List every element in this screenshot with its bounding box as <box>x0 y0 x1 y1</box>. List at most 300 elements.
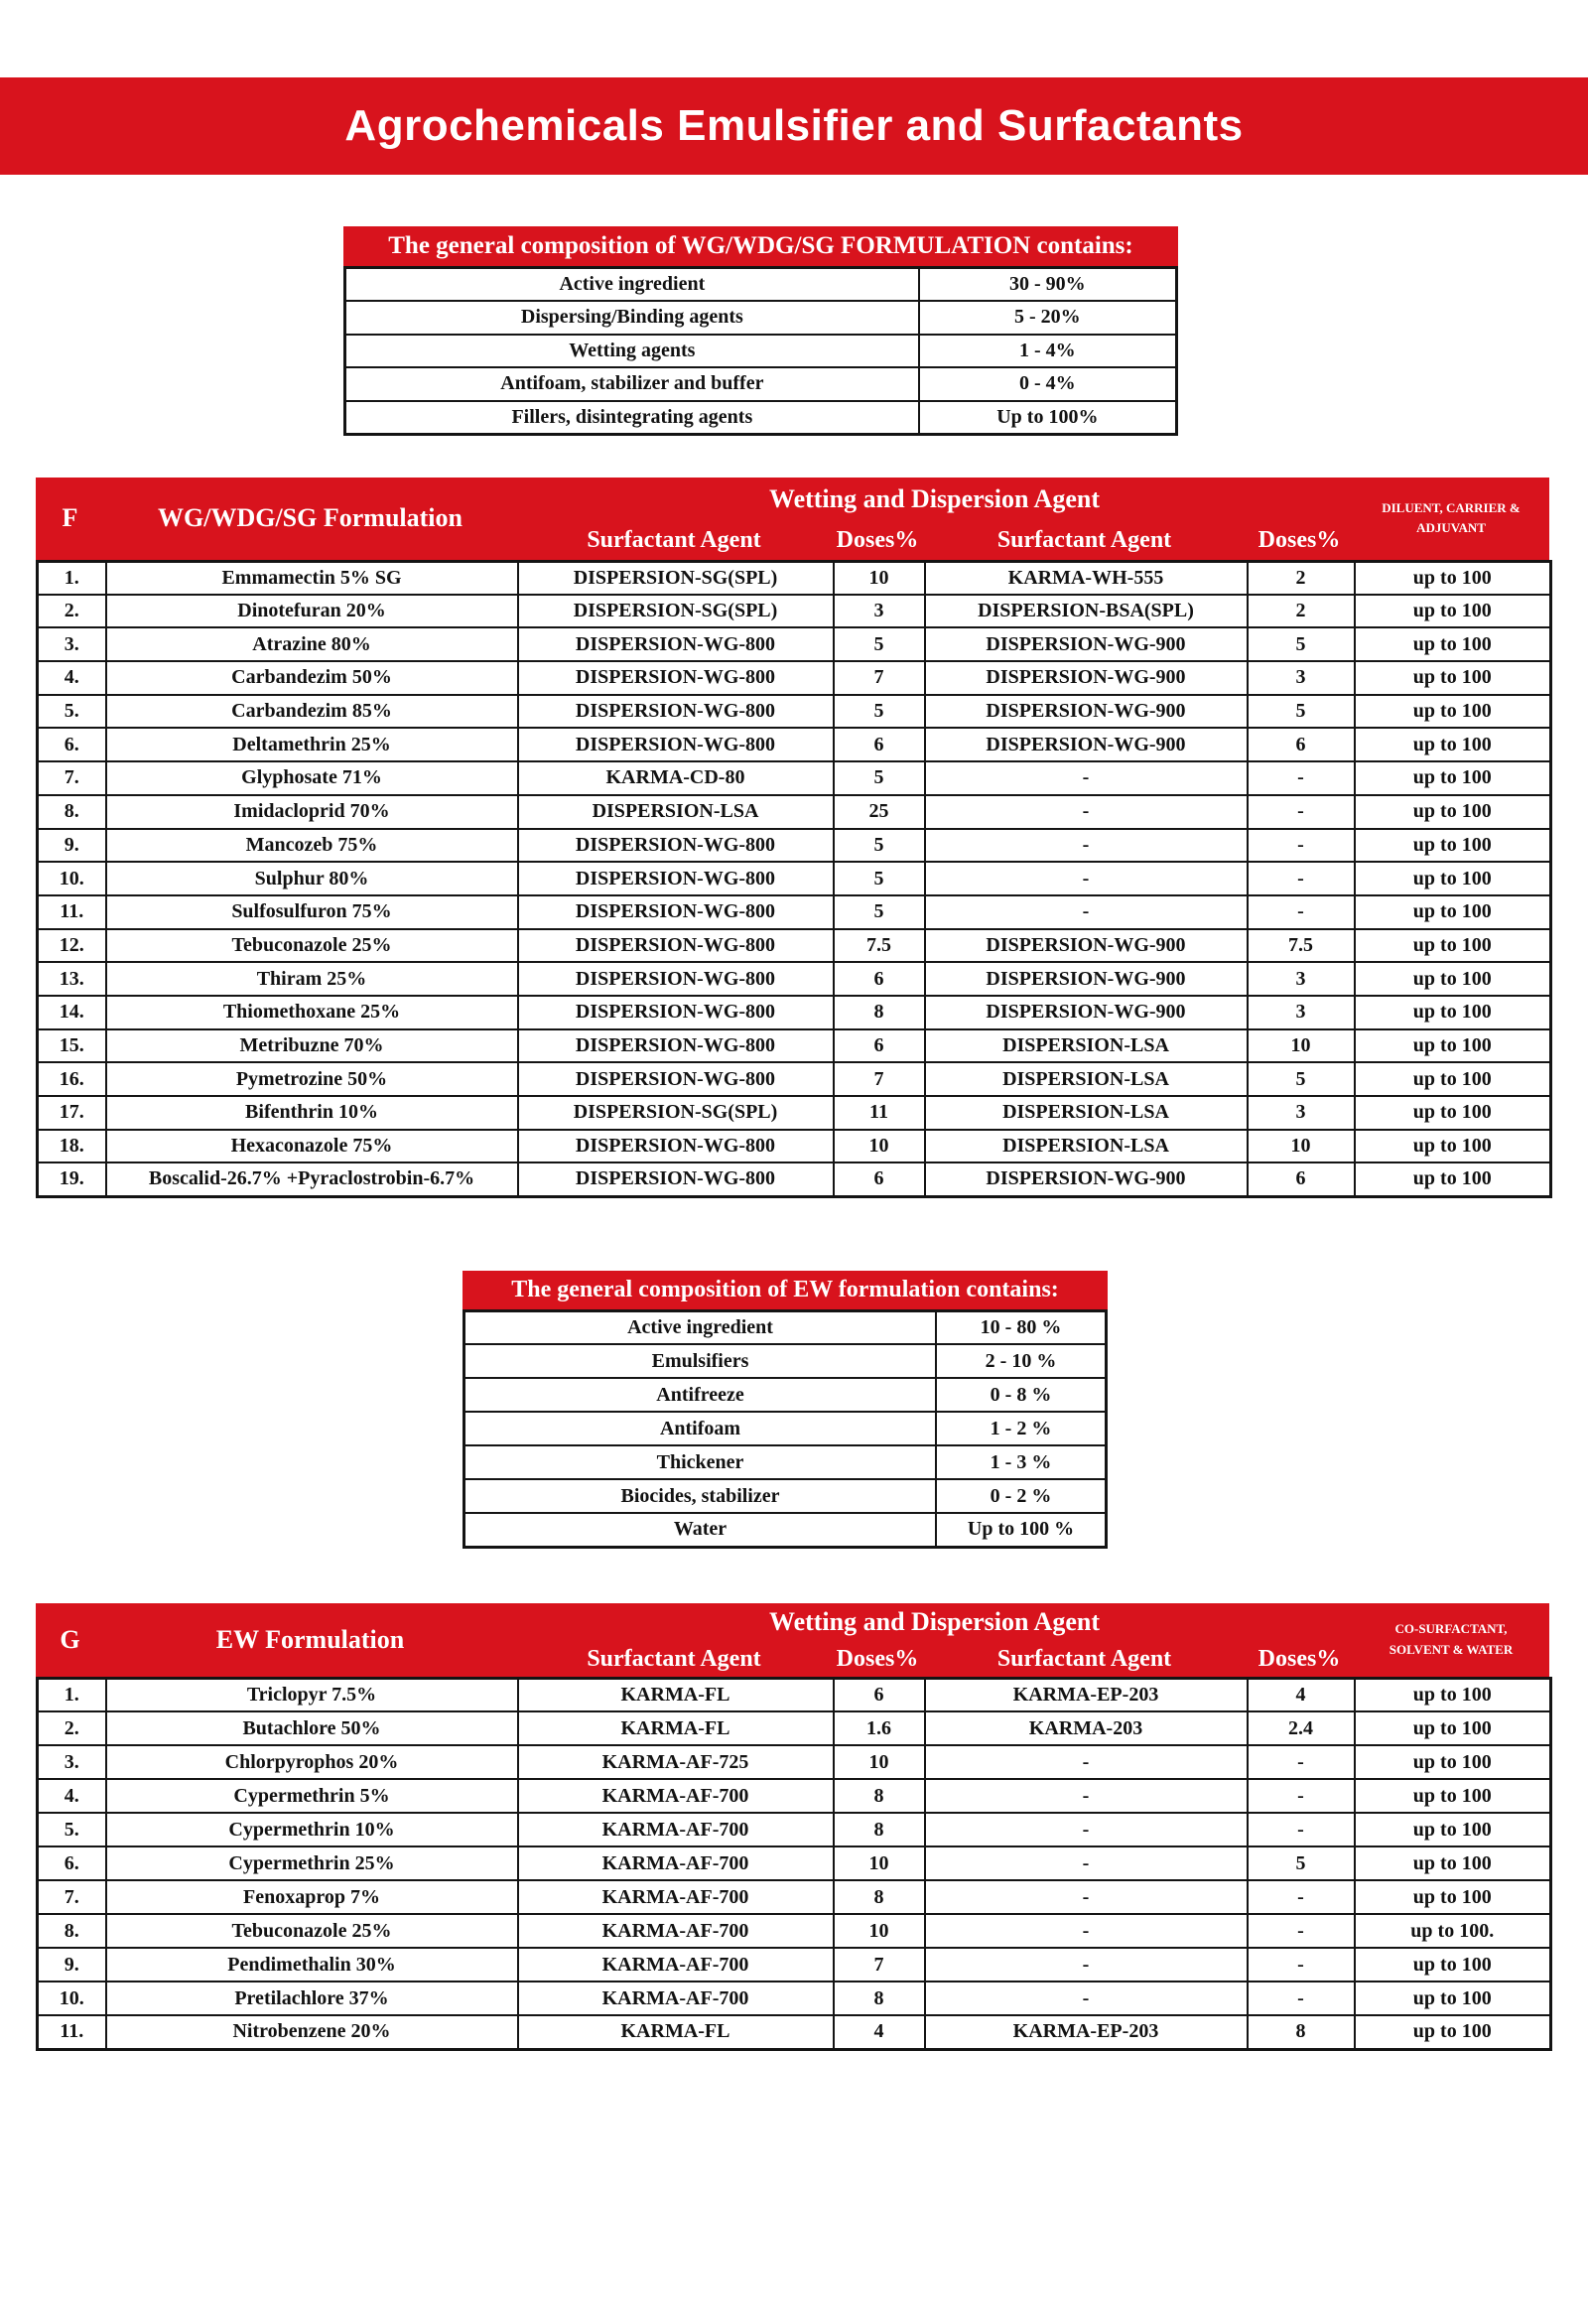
table-cell: 1.6 <box>834 1711 925 1745</box>
table-cell: up to 100 <box>1355 595 1551 628</box>
table-cell: 3 <box>1248 1096 1355 1130</box>
table-cell: 3. <box>38 1745 106 1779</box>
table-cell: - <box>925 761 1248 795</box>
table-cell: up to 100 <box>1355 1813 1551 1846</box>
table-cell: Wetting agents <box>345 335 919 368</box>
table-cell: 18. <box>38 1130 106 1163</box>
table-cell: up to 100 <box>1355 862 1551 895</box>
table-cell: up to 100 <box>1355 1096 1551 1130</box>
table-row <box>38 996 1551 1029</box>
table-cell: Nitrobenzene 20% <box>106 2015 518 2049</box>
table-row <box>38 761 1551 795</box>
table-row <box>464 1445 1107 1479</box>
table-cell: 8 <box>834 996 925 1029</box>
table-cell: 6 <box>834 1029 925 1063</box>
table-cell: 4. <box>38 1779 106 1813</box>
table-cell: - <box>925 1813 1248 1846</box>
table-row <box>38 895 1551 929</box>
table-cell: KARMA-AF-700 <box>518 1880 834 1914</box>
table-row <box>38 1062 1551 1096</box>
table-cell: 4. <box>38 661 106 695</box>
wg-composition-grid <box>343 266 1178 436</box>
ew-composition-table <box>463 1271 1108 1549</box>
table-cell: 0 - 2 % <box>936 1479 1106 1513</box>
table-cell: DISPERSION-WG-900 <box>925 627 1248 661</box>
table-cell: - <box>1248 1779 1355 1813</box>
table-cell: - <box>925 1745 1248 1779</box>
table-cell: 10 - 80 % <box>936 1310 1106 1344</box>
table-row <box>38 2015 1551 2049</box>
table-cell: KARMA-AF-700 <box>518 1982 834 2015</box>
table-row <box>38 1029 1551 1063</box>
table-row <box>38 695 1551 729</box>
table-cell: up to 100 <box>1355 1846 1551 1880</box>
column-header-surfactant-1: Surfactant Agent <box>587 1645 761 1672</box>
table-cell: 7.5 <box>834 929 925 963</box>
table-cell: Glyphosate 71% <box>106 761 518 795</box>
table-cell: Butachlore 50% <box>106 1711 518 1745</box>
table-cell: Water <box>464 1513 937 1547</box>
column-header-surfactant-2: Surfactant Agent <box>996 526 1172 553</box>
table-row <box>38 862 1551 895</box>
table-cell: 5 - 20% <box>919 301 1177 335</box>
table-cell: Deltamethrin 25% <box>106 728 518 761</box>
table-cell: - <box>1248 1982 1355 2015</box>
table-cell: DISPERSION-WG-800 <box>518 1130 834 1163</box>
table-cell: Fenoxaprop 7% <box>106 1880 518 1914</box>
table-cell: 7. <box>38 1880 106 1914</box>
table-cell: up to 100. <box>1355 1914 1551 1948</box>
table-cell: - <box>925 1846 1248 1880</box>
table-cell: up to 100 <box>1355 627 1551 661</box>
table-cell: up to 100 <box>1355 1982 1551 2015</box>
table-cell: 30 - 90% <box>919 268 1177 302</box>
table-cell: - <box>1248 1880 1355 1914</box>
table-cell: KARMA-AF-725 <box>518 1745 834 1779</box>
table-cell: Sulfosulfuron 75% <box>106 895 518 929</box>
table-cell: up to 100 <box>1355 1711 1551 1745</box>
table-cell: DISPERSION-BSA(SPL) <box>925 595 1248 628</box>
table-cell: 3 <box>1248 962 1355 996</box>
table-cell: 0 - 8 % <box>936 1378 1106 1412</box>
table-row <box>38 1096 1551 1130</box>
table-cell: KARMA-EP-203 <box>925 1678 1248 1711</box>
column-header-doses-2: Doses% <box>1257 526 1341 553</box>
table-cell: 5. <box>38 695 106 729</box>
table-cell: Thiram 25% <box>106 962 518 996</box>
table-cell: Pretilachlore 37% <box>106 1982 518 2015</box>
table-cell: 8 <box>834 1779 925 1813</box>
table-cell: 4 <box>834 2015 925 2049</box>
table-row <box>38 1948 1551 1982</box>
table-cell: 7 <box>834 1062 925 1096</box>
table-row <box>345 367 1177 401</box>
table-cell: Emulsifiers <box>464 1344 937 1378</box>
table-row <box>464 1344 1107 1378</box>
table-row <box>38 561 1551 595</box>
ew-composition-grid <box>463 1309 1108 1549</box>
table-cell: Antifoam <box>464 1412 937 1445</box>
table-cell: 2 - 10 % <box>936 1344 1106 1378</box>
table-row <box>38 829 1551 863</box>
table-cell: DISPERSION-WG-800 <box>518 996 834 1029</box>
table-cell: up to 100 <box>1355 929 1551 963</box>
table-cell: KARMA-CD-80 <box>518 761 834 795</box>
table-cell: - <box>925 862 1248 895</box>
wg-formulation-grid <box>36 560 1552 1198</box>
ew-formulation-table <box>36 1603 1549 2051</box>
table-row <box>464 1479 1107 1513</box>
table-cell: 6 <box>834 728 925 761</box>
table-cell: up to 100 <box>1355 761 1551 795</box>
table-cell: - <box>925 1982 1248 2015</box>
table-cell: DISPERSION-WG-800 <box>518 728 834 761</box>
table-cell: - <box>925 1779 1248 1813</box>
table-cell: 5 <box>1248 695 1355 729</box>
table-cell: 1 - 2 % <box>936 1412 1106 1445</box>
table-cell: DISPERSION-WG-800 <box>518 962 834 996</box>
table-row <box>38 1162 1551 1196</box>
table-cell: KARMA-AF-700 <box>518 1846 834 1880</box>
table-cell: 1. <box>38 1678 106 1711</box>
table-cell: 6 <box>834 1678 925 1711</box>
table-cell: 5. <box>38 1813 106 1846</box>
table-cell: 8 <box>834 1880 925 1914</box>
table-cell: 10 <box>834 1914 925 1948</box>
table-cell: - <box>925 795 1248 829</box>
table-cell: - <box>1248 1914 1355 1948</box>
table-cell: Dispersing/Binding agents <box>345 301 919 335</box>
table-cell: up to 100 <box>1355 996 1551 1029</box>
table-row <box>38 1813 1551 1846</box>
table-cell: DISPERSION-WG-800 <box>518 862 834 895</box>
table-cell: 3 <box>1248 661 1355 695</box>
table-row <box>345 301 1177 335</box>
table-cell: - <box>1248 1948 1355 1982</box>
table-cell: 25 <box>834 795 925 829</box>
table-cell: Triclopyr 7.5% <box>106 1678 518 1711</box>
table-cell: Pymetrozine 50% <box>106 1062 518 1096</box>
table-cell: 2. <box>38 595 106 628</box>
table-cell: 2. <box>38 1711 106 1745</box>
table-cell: DISPERSION-WG-900 <box>925 929 1248 963</box>
table-cell: 5 <box>1248 1062 1355 1096</box>
table-cell: DISPERSION-SG(SPL) <box>518 1096 834 1130</box>
table-cell: 3. <box>38 627 106 661</box>
table-cell: DISPERSION-WG-800 <box>518 1029 834 1063</box>
table-cell: 10. <box>38 862 106 895</box>
table-cell: 9. <box>38 829 106 863</box>
table-cell: - <box>1248 1745 1355 1779</box>
table-cell: - <box>1248 895 1355 929</box>
table-cell: 2 <box>1248 595 1355 628</box>
column-header-cosurfactant: CO-SURFACTANT, SOLVENT & WATER <box>1389 1621 1514 1657</box>
table-cell: DISPERSION-LSA <box>925 1029 1248 1063</box>
column-header-doses-1: Doses% <box>836 526 919 553</box>
table-cell: DISPERSION-WG-900 <box>925 1162 1248 1196</box>
table-cell: Thiomethoxane 25% <box>106 996 518 1029</box>
table-cell: up to 100 <box>1355 1779 1551 1813</box>
table-cell: up to 100 <box>1355 728 1551 761</box>
wg-formulation-table <box>36 478 1549 1198</box>
wg-composition-table <box>343 226 1178 436</box>
table-row <box>464 1378 1107 1412</box>
table-cell: - <box>925 1880 1248 1914</box>
table-cell: 10 <box>1248 1029 1355 1063</box>
table-cell: - <box>925 829 1248 863</box>
table-cell: 8. <box>38 795 106 829</box>
table-row <box>38 1982 1551 2015</box>
column-header-g: G <box>60 1624 80 1654</box>
table-row <box>38 1678 1551 1711</box>
table-cell: 4 <box>1248 1678 1355 1711</box>
table-cell: DISPERSION-WG-900 <box>925 962 1248 996</box>
table-cell: up to 100 <box>1355 1062 1551 1096</box>
table-cell: Hexaconazole 75% <box>106 1130 518 1163</box>
table-cell: 11. <box>38 895 106 929</box>
column-header-formulation: EW Formulation <box>215 1624 405 1654</box>
table-cell: 19. <box>38 1162 106 1196</box>
table-cell: 11 <box>834 1096 925 1130</box>
table-row <box>38 1846 1551 1880</box>
table-cell: 15. <box>38 1029 106 1063</box>
table-cell: up to 100 <box>1355 661 1551 695</box>
table-cell: DISPERSION-WG-800 <box>518 929 834 963</box>
table-cell: DISPERSION-WG-800 <box>518 1062 834 1096</box>
table-cell: up to 100 <box>1355 1162 1551 1196</box>
table-cell: Mancozeb 75% <box>106 829 518 863</box>
table-cell: 2 <box>1248 561 1355 595</box>
table-cell: 8 <box>834 1982 925 2015</box>
table-cell: KARMA-FL <box>518 1678 834 1711</box>
table-row <box>464 1412 1107 1445</box>
table-cell: KARMA-203 <box>925 1711 1248 1745</box>
table-cell: - <box>1248 761 1355 795</box>
table-cell: DISPERSION-WG-900 <box>925 728 1248 761</box>
table-cell: 6 <box>834 1162 925 1196</box>
table-cell: Chlorpyrophos 20% <box>106 1745 518 1779</box>
table-cell: up to 100 <box>1355 561 1551 595</box>
table-cell: up to 100 <box>1355 1130 1551 1163</box>
table-cell: Cypermethrin 5% <box>106 1779 518 1813</box>
table-cell: 8. <box>38 1914 106 1948</box>
table-cell: Active ingredient <box>464 1310 937 1344</box>
table-cell: 7. <box>38 761 106 795</box>
table-cell: DISPERSION-WG-800 <box>518 661 834 695</box>
column-group-header: Wetting and Dispersion Agent <box>769 1607 1100 1637</box>
table-cell: 10 <box>1248 1130 1355 1163</box>
table-cell: 5 <box>834 829 925 863</box>
table-cell: Up to 100 % <box>936 1513 1106 1547</box>
table-cell: Antifoam, stabilizer and buffer <box>345 367 919 401</box>
table-row <box>38 795 1551 829</box>
table-cell: DISPERSION-WG-800 <box>518 627 834 661</box>
table-cell: up to 100 <box>1355 1880 1551 1914</box>
table-cell: 17. <box>38 1096 106 1130</box>
table-cell: 2.4 <box>1248 1711 1355 1745</box>
table-row <box>38 1130 1551 1163</box>
page-title-bar <box>0 77 1588 175</box>
table-cell: DISPERSION-WG-800 <box>518 1162 834 1196</box>
table-cell: 5 <box>1248 1846 1355 1880</box>
column-header-doses-2: Doses% <box>1257 1645 1341 1672</box>
table-cell: Imidacloprid 70% <box>106 795 518 829</box>
table-cell: Fillers, disintegrating agents <box>345 401 919 435</box>
table-cell: Tebuconazole 25% <box>106 1914 518 1948</box>
table-cell: 5 <box>834 862 925 895</box>
table-cell: Metribuzne 70% <box>106 1029 518 1063</box>
table-row <box>38 929 1551 963</box>
table-cell: 14. <box>38 996 106 1029</box>
ew-composition-title: The general composition of EW formulation contains: <box>463 1271 1108 1309</box>
table-cell: DISPERSION-LSA <box>925 1096 1248 1130</box>
table-cell: DISPERSION-WG-900 <box>925 695 1248 729</box>
table-cell: up to 100 <box>1355 695 1551 729</box>
table-cell: 3 <box>1248 996 1355 1029</box>
table-cell: Tebuconazole 25% <box>106 929 518 963</box>
table-row <box>38 1914 1551 1948</box>
column-header-surfactant-1: Surfactant Agent <box>587 526 761 553</box>
table-cell: 6 <box>1248 728 1355 761</box>
table-cell: Carbandezim 50% <box>106 661 518 695</box>
table-cell: 13. <box>38 962 106 996</box>
table-cell: Cypermethrin 25% <box>106 1846 518 1880</box>
table-cell: KARMA-AF-700 <box>518 1779 834 1813</box>
table-cell: 16. <box>38 1062 106 1096</box>
table-cell: 9. <box>38 1948 106 1982</box>
page-title: Agrochemicals Emulsifier and Surfactants <box>344 101 1244 150</box>
table-cell: up to 100 <box>1355 829 1551 863</box>
table-cell: Boscalid-26.7% +Pyraclostrobin-6.7% <box>106 1162 518 1196</box>
table-cell: DISPERSION-SG(SPL) <box>518 595 834 628</box>
table-cell: Dinotefuran 20% <box>106 595 518 628</box>
table-cell: DISPERSION-WG-800 <box>518 829 834 863</box>
table-cell: KARMA-AF-700 <box>518 1914 834 1948</box>
table-cell: KARMA-AF-700 <box>518 1948 834 1982</box>
table-cell: Pendimethalin 30% <box>106 1948 518 1982</box>
table-cell: - <box>1248 1813 1355 1846</box>
table-cell: KARMA-FL <box>518 1711 834 1745</box>
table-cell: 3 <box>834 595 925 628</box>
table-cell: DISPERSION-SG(SPL) <box>518 561 834 595</box>
ew-formulation-header <box>36 1603 1549 1677</box>
table-cell: 7.5 <box>1248 929 1355 963</box>
table-cell: up to 100 <box>1355 962 1551 996</box>
table-cell: Bifenthrin 10% <box>106 1096 518 1130</box>
wg-composition-title: The general composition of WG/WDG/SG FORMULATION contains: <box>343 226 1178 266</box>
table-row <box>464 1310 1107 1344</box>
table-row <box>38 595 1551 628</box>
table-row <box>38 1880 1551 1914</box>
table-cell: up to 100 <box>1355 2015 1551 2049</box>
table-row <box>38 627 1551 661</box>
table-row <box>38 728 1551 761</box>
table-row <box>345 401 1177 435</box>
table-cell: Emmamectin 5% SG <box>106 561 518 595</box>
table-cell: 10 <box>834 1130 925 1163</box>
table-cell: DISPERSION-LSA <box>925 1062 1248 1096</box>
table-row <box>38 1711 1551 1745</box>
table-cell: DISPERSION-WG-800 <box>518 695 834 729</box>
table-cell: KARMA-AF-700 <box>518 1813 834 1846</box>
table-cell: - <box>925 1948 1248 1982</box>
table-cell: - <box>925 1914 1248 1948</box>
table-cell: DISPERSION-WG-900 <box>925 661 1248 695</box>
table-row <box>38 1745 1551 1779</box>
column-group-header: Wetting and Dispersion Agent <box>769 483 1100 513</box>
table-cell: - <box>925 895 1248 929</box>
table-row <box>345 335 1177 368</box>
table-row <box>345 268 1177 302</box>
wg-formulation-header <box>36 478 1549 560</box>
table-cell: 8 <box>834 1813 925 1846</box>
table-cell: Carbandezim 85% <box>106 695 518 729</box>
table-cell: up to 100 <box>1355 1678 1551 1711</box>
table-cell: 5 <box>834 627 925 661</box>
table-cell: - <box>1248 795 1355 829</box>
table-cell: 6 <box>834 962 925 996</box>
table-cell: 5 <box>834 895 925 929</box>
table-cell: 11. <box>38 2015 106 2049</box>
table-cell: Biocides, stabilizer <box>464 1479 937 1513</box>
column-header-formulation: WG/WDG/SG Formulation <box>158 503 463 532</box>
table-cell: 6. <box>38 1846 106 1880</box>
table-row <box>464 1513 1107 1547</box>
table-cell: up to 100 <box>1355 1948 1551 1982</box>
table-cell: 0 - 4% <box>919 367 1177 401</box>
table-cell: 7 <box>834 1948 925 1982</box>
table-row <box>38 962 1551 996</box>
table-cell: 10 <box>834 561 925 595</box>
table-cell: 8 <box>1248 2015 1355 2049</box>
table-row <box>38 661 1551 695</box>
table-cell: up to 100 <box>1355 895 1551 929</box>
ew-formulation-grid <box>36 1677 1552 2051</box>
table-cell: up to 100 <box>1355 795 1551 829</box>
column-header-diluent: DILUENT, CARRIER & ADJUVANT <box>1382 499 1521 535</box>
table-cell: 6. <box>38 728 106 761</box>
table-cell: Atrazine 80% <box>106 627 518 661</box>
table-cell: KARMA-FL <box>518 2015 834 2049</box>
table-cell: DISPERSION-WG-800 <box>518 895 834 929</box>
table-cell: DISPERSION-LSA <box>518 795 834 829</box>
table-cell: 10 <box>834 1846 925 1880</box>
table-row <box>38 1779 1551 1813</box>
table-cell: 10 <box>834 1745 925 1779</box>
table-cell: KARMA-EP-203 <box>925 2015 1248 2049</box>
table-cell: DISPERSION-WG-900 <box>925 996 1248 1029</box>
table-cell: 7 <box>834 661 925 695</box>
table-cell: Sulphur 80% <box>106 862 518 895</box>
column-header-surfactant-2: Surfactant Agent <box>996 1645 1172 1672</box>
table-cell: 1. <box>38 561 106 595</box>
table-cell: Thickener <box>464 1445 937 1479</box>
table-cell: 5 <box>834 761 925 795</box>
table-cell: 10. <box>38 1982 106 2015</box>
column-header-doses-1: Doses% <box>836 1645 919 1672</box>
table-cell: Up to 100% <box>919 401 1177 435</box>
table-cell: KARMA-WH-555 <box>925 561 1248 595</box>
column-header-f: F <box>62 503 78 532</box>
table-cell: 12. <box>38 929 106 963</box>
table-cell: 1 - 3 % <box>936 1445 1106 1479</box>
table-cell: DISPERSION-LSA <box>925 1130 1248 1163</box>
table-cell: - <box>1248 829 1355 863</box>
table-cell: Antifreeze <box>464 1378 937 1412</box>
table-cell: Cypermethrin 10% <box>106 1813 518 1846</box>
table-cell: up to 100 <box>1355 1029 1551 1063</box>
table-cell: - <box>1248 862 1355 895</box>
